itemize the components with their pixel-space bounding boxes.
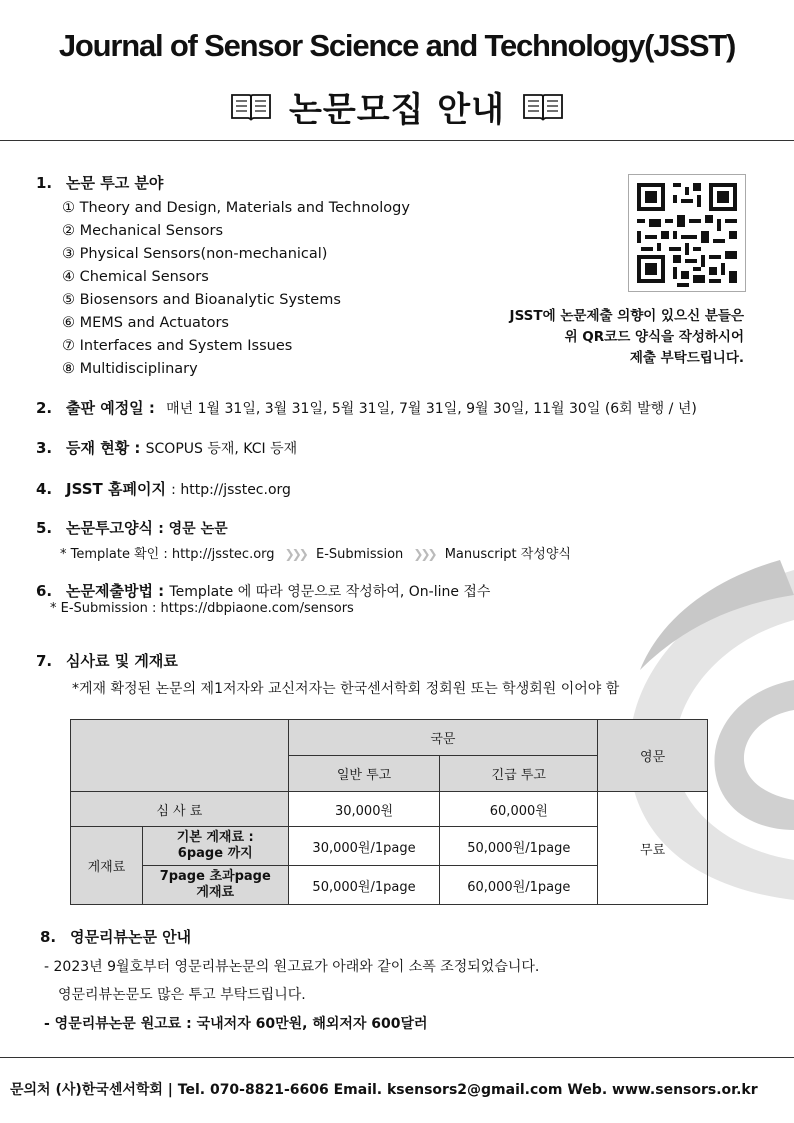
- membership-note: *게재 확정된 논문의 제1저자와 교신저자는 한국센서학회 정회원 또는 학생회원 이어야 함: [72, 681, 620, 697]
- footer-divider: [0, 1057, 794, 1058]
- table-corner: [71, 720, 289, 792]
- template-path: [60, 543, 571, 562]
- homepage-link[interactable]: : http://jsstec.org: [171, 482, 291, 498]
- basic-regular-cell: 30,000원/1page: [288, 827, 440, 866]
- publication-dates: 매년 1월 31일, 3월 31일, 5월 31일, 7월 31일, 9월 30일, 11월 30일 (6회 발행 / 년): [166, 401, 697, 417]
- open-book-icon: [229, 91, 273, 123]
- e-submission-link[interactable]: * E-Submission : https://dbpiaone.com/sensors: [50, 601, 354, 616]
- section-7-fees: 7. 심사료 및 게재료: [36, 652, 178, 670]
- field-item: ⑤ Biosensors and Bioanalytic Systems: [62, 292, 341, 308]
- english-free-cell: 무료: [598, 792, 708, 905]
- field-item: ④ Chemical Sensors: [62, 269, 209, 285]
- indexing-status: SCOPUS 등재, KCI 등재: [145, 441, 298, 457]
- basic-fee-label: 6page 까지: [177, 846, 253, 861]
- section-5-template: 5. 논문투고양식 : 영문 논문: [36, 519, 228, 537]
- field-item: ⑧ Multidisciplinary: [62, 361, 198, 377]
- submission-method: Template 에 따라 영문으로 작성하여, On-line 접수: [169, 584, 491, 600]
- e-submission-step: E-Submission: [315, 547, 404, 562]
- fee-table: [70, 719, 708, 905]
- extra-fee-label: 7page 초과page: [159, 869, 271, 884]
- page-subtitle-row: [0, 82, 794, 131]
- row-review-fee: 심 사 료: [71, 792, 289, 827]
- header-regular: 일반 투고: [288, 756, 440, 792]
- header-english: 영문: [598, 720, 708, 792]
- basic-fee-label: 기본 게재료 :: [176, 830, 254, 845]
- section-8-review-papers: 8. 영문리뷰논문 안내: [40, 928, 192, 946]
- section-2-publication-schedule: 2. 출판 예정일 : 매년 1월 31일, 3월 31일, 5월 31일, 7월 31일, 9월 30일, 11월 30일 (6회 발행 / 년): [36, 399, 697, 417]
- field-item: ① Theory and Design, Materials and Technology: [62, 200, 410, 216]
- review-regular-cell: 30,000원: [288, 792, 440, 827]
- extra-fee-label: 게재료: [196, 885, 235, 900]
- section-1-heading: 1. 논문 투고 분야: [36, 174, 164, 192]
- header-urgent: 긴급 투고: [440, 756, 598, 792]
- footer-contact: 문의처 (사)한국센서학회 | Tel. 070-8821-6606 Email. ksensors2@gmail.com Web. www.sensors.or.kr: [10, 1082, 758, 1098]
- qr-instruction-line: 위 QR코드 양식을 작성하시어: [564, 329, 744, 345]
- qr-instruction-line: JSST에 논문제출 의향이 있으신 분들은: [509, 308, 744, 324]
- triple-chevron-icon: ❯❯❯: [413, 547, 435, 561]
- template-format: : 영문 논문: [158, 521, 228, 537]
- field-item: ⑦ Interfaces and System Issues: [62, 338, 293, 354]
- section-3-indexing: 3. 등재 현황 : SCOPUS 등재, KCI 등재: [36, 439, 298, 457]
- header-divider: [0, 140, 794, 141]
- extra-regular-cell: 50,000원/1page: [288, 866, 440, 905]
- header-domestic: 국문: [288, 720, 598, 756]
- row-extra-fee: [142, 866, 288, 905]
- qr-instruction: [450, 306, 744, 369]
- row-basic-fee: [142, 827, 288, 866]
- qr-instruction-line: 제출 부탁드립니다.: [629, 350, 744, 366]
- qr-code-icon[interactable]: [628, 174, 746, 292]
- section-1-list: [62, 200, 410, 384]
- section-4-homepage: 4. JSST 홈페이지 : http://jsstec.org: [36, 480, 291, 498]
- review-urgent-cell: 60,000원: [440, 792, 598, 827]
- basic-urgent-cell: 50,000원/1page: [440, 827, 598, 866]
- section-6-submission: 6. 논문제출방법 : Template 에 따라 영문으로 작성하여, On-line 접수: [36, 582, 491, 600]
- field-item: ③ Physical Sensors(non-mechanical): [62, 246, 328, 262]
- template-link[interactable]: * Template 확인 : http://jsstec.org: [60, 547, 275, 562]
- review-note-line: 영문리뷰논문도 많은 투고 부탁드립니다.: [58, 987, 306, 1003]
- row-publication-fee: 게재료: [71, 827, 143, 905]
- journal-title: Journal of Sensor Science and Technology(JSST): [58, 28, 736, 63]
- field-item: ⑥ MEMS and Actuators: [62, 315, 229, 331]
- triple-chevron-icon: ❯❯❯: [284, 547, 306, 561]
- review-fee-line: - 영문리뷰논문 원고료 : 국내저자 60만원, 해외저자 600달러: [44, 1016, 428, 1032]
- page-subtitle: 논문모집 안내: [289, 90, 505, 130]
- manuscript-step: Manuscript 작성양식: [444, 547, 571, 562]
- field-item: ② Mechanical Sensors: [62, 223, 224, 239]
- open-book-icon: [521, 91, 565, 123]
- review-note-line: - 2023년 9월호부터 영문리뷰논문의 원고료가 아래와 같이 소폭 조정되었습니다.: [44, 959, 540, 975]
- extra-urgent-cell: 60,000원/1page: [440, 866, 598, 905]
